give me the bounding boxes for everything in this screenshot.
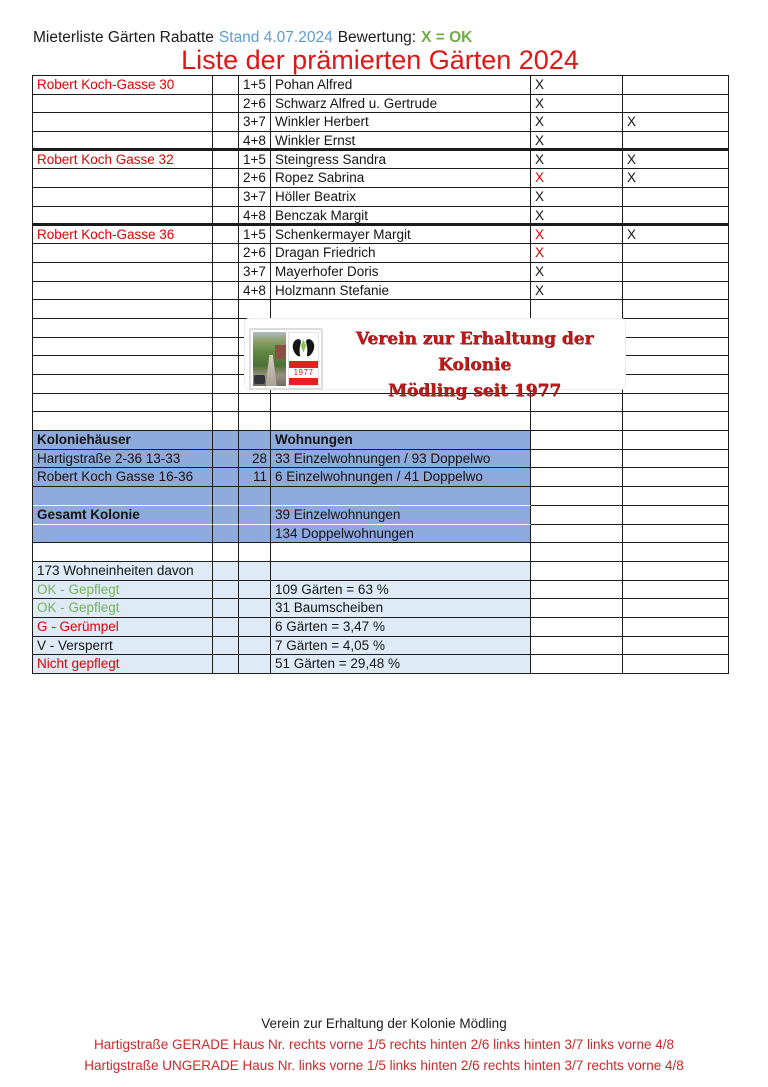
street-cell bbox=[33, 375, 213, 394]
spacer-cell bbox=[213, 300, 239, 319]
street-cell bbox=[33, 113, 213, 132]
spacer-cell bbox=[213, 637, 239, 656]
unit-number-cell bbox=[239, 431, 271, 450]
spacer-cell bbox=[213, 506, 239, 525]
tenant-name-cell: Steingress Sandra bbox=[271, 151, 531, 170]
spacer-cell bbox=[213, 244, 239, 263]
spacer-cell bbox=[213, 169, 239, 188]
street-cell bbox=[33, 207, 213, 226]
mark-ok-cell bbox=[531, 543, 623, 562]
mark-extra-cell bbox=[623, 394, 729, 413]
mark-extra-cell bbox=[623, 132, 729, 151]
table-row bbox=[33, 487, 729, 506]
street-cell bbox=[33, 169, 213, 188]
spacer-cell bbox=[213, 581, 239, 600]
table-row bbox=[33, 468, 729, 487]
mark-ok-cell: X bbox=[531, 226, 623, 245]
street-cell bbox=[33, 525, 213, 544]
mark-ok-cell bbox=[531, 581, 623, 600]
tenant-name-cell: 6 Einzelwohnungen / 41 Doppelwo bbox=[271, 468, 531, 487]
street-cell: Hartigstraße 2-36 13-33 bbox=[33, 450, 213, 469]
spacer-cell bbox=[213, 412, 239, 431]
street-cell bbox=[33, 319, 213, 338]
mark-ok-cell bbox=[531, 300, 623, 319]
table-row bbox=[33, 207, 729, 226]
street-cell bbox=[33, 263, 213, 282]
mark-ok-cell bbox=[531, 468, 623, 487]
unit-number-cell bbox=[239, 487, 271, 506]
table-row bbox=[33, 188, 729, 207]
tenant-name-cell: Schenkermayer Margit bbox=[271, 226, 531, 245]
table-row bbox=[33, 412, 729, 431]
mark-extra-cell: X bbox=[623, 151, 729, 170]
spacer-cell bbox=[213, 394, 239, 413]
spacer-cell bbox=[213, 562, 239, 581]
street-cell: 173 Wohneinheiten davon bbox=[33, 562, 213, 581]
tenant-name-cell: Pohan Alfred bbox=[271, 76, 531, 95]
table-row bbox=[33, 169, 729, 188]
header-left-text: Mieterliste Gärten Rabatte bbox=[33, 29, 214, 46]
unit-number-cell: 1+5 bbox=[239, 226, 271, 245]
tenant-name-cell: Wohnungen bbox=[271, 431, 531, 450]
street-cell bbox=[33, 132, 213, 151]
street-cell bbox=[33, 188, 213, 207]
table-row bbox=[33, 431, 729, 450]
street-cell bbox=[33, 282, 213, 301]
mark-extra-cell bbox=[623, 282, 729, 301]
spacer-cell bbox=[213, 375, 239, 394]
footer-club-name: Verein zur Erhaltung der Kolonie Mödling bbox=[261, 1016, 507, 1031]
tenant-name-cell: Winkler Herbert bbox=[271, 113, 531, 132]
unit-number-cell bbox=[239, 599, 271, 618]
flag-year-label: 1977 bbox=[293, 368, 314, 377]
mark-extra-cell: X bbox=[623, 113, 729, 132]
mark-extra-cell bbox=[623, 637, 729, 656]
tenant-name-cell: 109 Gärten = 63 % bbox=[271, 581, 531, 600]
spacer-cell bbox=[213, 263, 239, 282]
table-row bbox=[33, 525, 729, 544]
spacer-cell bbox=[213, 151, 239, 170]
unit-number-cell bbox=[239, 506, 271, 525]
street-cell: Robert Koch Gasse 16-36 bbox=[33, 468, 213, 487]
table-row bbox=[33, 655, 729, 674]
mark-ok-cell: X bbox=[531, 282, 623, 301]
mark-extra-cell bbox=[623, 468, 729, 487]
spacer-cell bbox=[213, 207, 239, 226]
tenant-name-cell: 33 Einzelwohnungen / 93 Doppelwo bbox=[271, 450, 531, 469]
mark-ok-cell bbox=[531, 431, 623, 450]
spacer-cell bbox=[213, 468, 239, 487]
spacer-cell bbox=[213, 113, 239, 132]
mark-ok-cell: X bbox=[531, 132, 623, 151]
table-row bbox=[33, 244, 729, 263]
tenant-name-cell: Dragan Friedrich bbox=[271, 244, 531, 263]
spacer-cell bbox=[213, 282, 239, 301]
tenant-name-cell bbox=[271, 300, 531, 319]
header-stand-date: Stand 4.07.2024 bbox=[218, 29, 333, 46]
street-cell bbox=[33, 338, 213, 357]
mark-ok-cell bbox=[531, 487, 623, 506]
unit-number-cell: 3+7 bbox=[239, 113, 271, 132]
table-row bbox=[33, 113, 729, 132]
spacer-cell bbox=[213, 188, 239, 207]
photo-walkway-shape bbox=[266, 355, 277, 386]
table-row bbox=[33, 263, 729, 282]
unit-number-cell: 2+6 bbox=[239, 95, 271, 114]
mark-extra-cell bbox=[623, 188, 729, 207]
mark-extra-cell bbox=[623, 525, 729, 544]
flag-stripe-top bbox=[289, 361, 318, 368]
table-row bbox=[33, 282, 729, 301]
mark-ok-cell bbox=[531, 655, 623, 674]
spacer-cell bbox=[213, 618, 239, 637]
street-cell: Gesamt Kolonie bbox=[33, 506, 213, 525]
mark-extra-cell bbox=[623, 244, 729, 263]
mark-extra-cell: X bbox=[623, 169, 729, 188]
footer-gerade-note: Hartigstraße GERADE Haus Nr. rechts vorne 1/5 rechts hinten 2/6 links hinten 3/7 links vorne 4/8 bbox=[93, 1037, 675, 1052]
tenant-name-cell bbox=[271, 412, 531, 431]
document-footer bbox=[0, 1013, 768, 1076]
mark-ok-cell: X bbox=[531, 188, 623, 207]
tenant-name-cell bbox=[271, 543, 531, 562]
tenant-name-cell: 6 Gärten = 3,47 % bbox=[271, 618, 531, 637]
mark-extra-cell: X bbox=[623, 226, 729, 245]
mark-ok-cell: X bbox=[531, 113, 623, 132]
tenant-name-cell bbox=[271, 562, 531, 581]
tenant-name-cell: 51 Gärten = 29,48 % bbox=[271, 655, 531, 674]
mark-extra-cell bbox=[623, 599, 729, 618]
street-cell: Robert Koch-Gasse 30 bbox=[33, 76, 213, 95]
mark-extra-cell bbox=[623, 431, 729, 450]
mark-ok-cell: X bbox=[531, 76, 623, 95]
street-cell: Koloniehäuser bbox=[33, 431, 213, 450]
unit-number-cell bbox=[239, 655, 271, 674]
street-cell: Nicht gepflegt bbox=[33, 655, 213, 674]
street-cell: Robert Koch Gasse 32 bbox=[33, 151, 213, 170]
unit-number-cell: 2+6 bbox=[239, 169, 271, 188]
club-emblem bbox=[288, 332, 319, 386]
mark-extra-cell bbox=[623, 95, 729, 114]
unit-number-cell: 2+6 bbox=[239, 244, 271, 263]
header-bewertung-value: X = OK bbox=[421, 29, 473, 46]
tenant-name-cell bbox=[271, 487, 531, 506]
spacer-cell bbox=[213, 76, 239, 95]
street-cell: OK - Gepflegt bbox=[33, 581, 213, 600]
mark-ok-cell: X bbox=[531, 207, 623, 226]
mark-extra-cell bbox=[623, 375, 729, 394]
unit-number-cell: 28 bbox=[239, 450, 271, 469]
mark-extra-cell bbox=[623, 300, 729, 319]
footer-ungerade-note: Hartigstraße UNGERADE Haus Nr. links vorne 1/5 links hinten 2/6 rechts hinten 3/7 rechts vorne 4/8 bbox=[84, 1058, 684, 1073]
mark-extra-cell bbox=[623, 487, 729, 506]
tenant-name-cell: Schwarz Alfred u. Gertrude bbox=[271, 95, 531, 114]
tenant-name-cell: Höller Beatrix bbox=[271, 188, 531, 207]
tenant-name-cell: Mayerhofer Doris bbox=[271, 263, 531, 282]
unit-number-cell bbox=[239, 525, 271, 544]
unit-number-cell: 4+8 bbox=[239, 207, 271, 226]
street-cell: Robert Koch-Gasse 36 bbox=[33, 226, 213, 245]
spacer-cell bbox=[213, 319, 239, 338]
tenant-name-cell: Holzmann Stefanie bbox=[271, 282, 531, 301]
unit-number-cell: 11 bbox=[239, 468, 271, 487]
unit-number-cell bbox=[239, 562, 271, 581]
table-row bbox=[33, 151, 729, 170]
table-row bbox=[33, 581, 729, 600]
spacer-cell bbox=[213, 487, 239, 506]
spacer-cell bbox=[213, 543, 239, 562]
spacer-cell bbox=[213, 226, 239, 245]
unit-number-cell: 3+7 bbox=[239, 263, 271, 282]
mark-ok-cell bbox=[531, 637, 623, 656]
street-cell bbox=[33, 394, 213, 413]
table-row bbox=[33, 300, 729, 319]
header-bewertung-label: Bewertung: bbox=[337, 29, 417, 46]
club-banner bbox=[244, 318, 626, 401]
table-row bbox=[33, 618, 729, 637]
page-title: Liste der prämierten Gärten 2024 bbox=[181, 45, 579, 75]
street-cell bbox=[33, 95, 213, 114]
spacer-cell bbox=[213, 431, 239, 450]
banner-line-1: Verein zur Erhaltung der Kolonie bbox=[355, 329, 594, 375]
mark-ok-cell: X bbox=[531, 95, 623, 114]
table-row bbox=[33, 76, 729, 95]
unit-number-cell bbox=[239, 300, 271, 319]
spacer-cell bbox=[213, 599, 239, 618]
unit-number-cell: 1+5 bbox=[239, 151, 271, 170]
mark-extra-cell bbox=[623, 655, 729, 674]
table-row bbox=[33, 599, 729, 618]
photo-roof-shape bbox=[275, 345, 286, 359]
banner-line-2: Mödling seit 1977 bbox=[387, 381, 562, 401]
mark-extra-cell bbox=[623, 450, 729, 469]
mark-extra-cell bbox=[623, 319, 729, 338]
street-cell bbox=[33, 244, 213, 263]
unit-number-cell: 1+5 bbox=[239, 76, 271, 95]
mark-extra-cell bbox=[623, 581, 729, 600]
colony-photo-thumbnail bbox=[253, 332, 286, 386]
spacer-cell bbox=[213, 525, 239, 544]
mark-extra-cell bbox=[623, 618, 729, 637]
mark-extra-cell bbox=[623, 356, 729, 375]
mark-ok-cell: X bbox=[531, 263, 623, 282]
mark-extra-cell bbox=[623, 263, 729, 282]
unit-number-cell bbox=[239, 394, 271, 413]
mark-extra-cell bbox=[623, 412, 729, 431]
mark-ok-cell bbox=[531, 525, 623, 544]
mark-extra-cell bbox=[623, 506, 729, 525]
tenant-name-cell: 39 Einzelwohnungen bbox=[271, 506, 531, 525]
street-cell bbox=[33, 543, 213, 562]
street-cell: OK - Gepflegt bbox=[33, 599, 213, 618]
street-cell bbox=[33, 412, 213, 431]
mark-ok-cell bbox=[531, 599, 623, 618]
mark-ok-cell: X bbox=[531, 169, 623, 188]
table-row bbox=[33, 450, 729, 469]
unit-number-cell: 3+7 bbox=[239, 188, 271, 207]
tenant-name-cell: Ropez Sabrina bbox=[271, 169, 531, 188]
spacer-cell bbox=[213, 450, 239, 469]
street-cell bbox=[33, 356, 213, 375]
street-cell bbox=[33, 300, 213, 319]
table-row bbox=[33, 637, 729, 656]
mark-extra-cell bbox=[623, 543, 729, 562]
flag-stripe-bottom bbox=[289, 378, 318, 385]
mark-ok-cell: X bbox=[531, 244, 623, 263]
mark-ok-cell bbox=[531, 506, 623, 525]
tenant-name-cell: 7 Gärten = 4,05 % bbox=[271, 637, 531, 656]
spacer-cell bbox=[213, 95, 239, 114]
emblem-flag-stripes bbox=[289, 361, 318, 385]
table-row bbox=[33, 226, 729, 245]
table-row bbox=[33, 506, 729, 525]
unit-number-cell bbox=[239, 581, 271, 600]
mark-ok-cell bbox=[531, 618, 623, 637]
mark-extra-cell bbox=[623, 207, 729, 226]
club-logo bbox=[249, 328, 323, 390]
hands-emblem-icon bbox=[289, 333, 318, 361]
table-row bbox=[33, 543, 729, 562]
street-cell: V - Versperrt bbox=[33, 637, 213, 656]
unit-number-cell: 4+8 bbox=[239, 282, 271, 301]
unit-number-cell bbox=[239, 618, 271, 637]
unit-number-cell bbox=[239, 637, 271, 656]
mark-ok-cell bbox=[531, 412, 623, 431]
spacer-cell bbox=[213, 356, 239, 375]
unit-number-cell bbox=[239, 412, 271, 431]
mark-extra-cell bbox=[623, 562, 729, 581]
street-cell: G - Gerümpel bbox=[33, 618, 213, 637]
spacer-cell bbox=[213, 338, 239, 357]
street-cell bbox=[33, 487, 213, 506]
spacer-cell bbox=[213, 655, 239, 674]
unit-number-cell: 4+8 bbox=[239, 132, 271, 151]
unit-number-cell bbox=[239, 543, 271, 562]
club-banner-text bbox=[329, 326, 620, 404]
table-row bbox=[33, 132, 729, 151]
tenant-name-cell: Winkler Ernst bbox=[271, 132, 531, 151]
mark-ok-cell bbox=[531, 450, 623, 469]
mark-extra-cell bbox=[623, 76, 729, 95]
mark-ok-cell bbox=[531, 562, 623, 581]
photo-car-shape bbox=[254, 375, 265, 384]
table-row bbox=[33, 562, 729, 581]
mark-ok-cell: X bbox=[531, 151, 623, 170]
tenant-name-cell: Benczak Margit bbox=[271, 207, 531, 226]
mark-extra-cell bbox=[623, 338, 729, 357]
table-row bbox=[33, 95, 729, 114]
spacer-cell bbox=[213, 132, 239, 151]
tenant-name-cell: 31 Baumscheiben bbox=[271, 599, 531, 618]
tenant-name-cell: 134 Doppelwohnungen bbox=[271, 525, 531, 544]
